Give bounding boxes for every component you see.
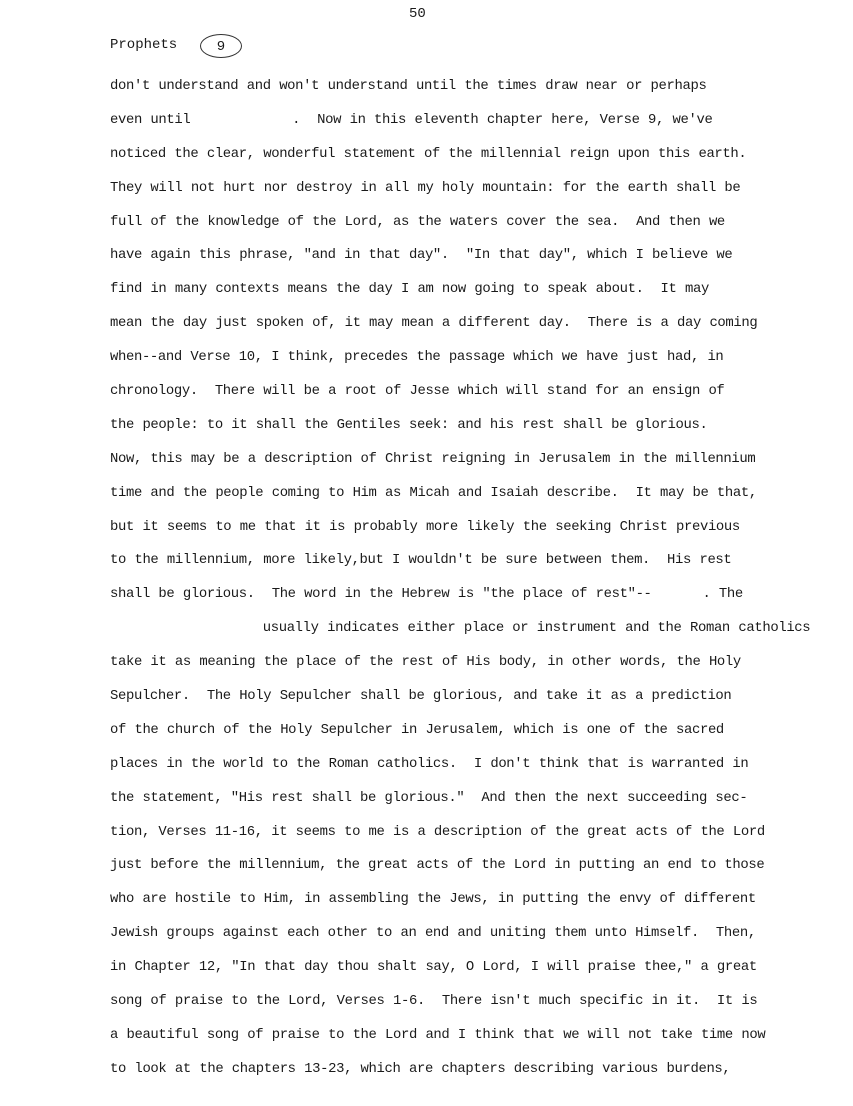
body-text bbox=[110, 70, 830, 1087]
text-line: take it as meaning the place of the rest of His body, in other words, the Holy bbox=[110, 654, 741, 671]
text-line: in Chapter 12, "In that day thou shalt say, O Lord, I will praise thee," a great bbox=[110, 959, 757, 976]
text-line: find in many contexts means the day I am now going to speak about. It may bbox=[110, 281, 709, 298]
text-line: song of praise to the Lord, Verses 1-6. There isn't much specific in it. It is bbox=[110, 993, 758, 1010]
text-line: have again this phrase, "and in that day". "In that day", which I believe we bbox=[110, 247, 733, 264]
text-line: tion, Verses 11-16, it seems to me is a description of the great acts of the Lord bbox=[110, 823, 765, 840]
text-line: Jewish groups against each other to an end and uniting them unto Himself. Then, bbox=[110, 925, 756, 942]
text-line: Sepulcher. The Holy Sepulcher shall be glorious, and take it as a prediction bbox=[110, 688, 732, 705]
text-line: places in the world to the Roman catholics. I don't think that is warranted in bbox=[110, 755, 749, 772]
text-line: who are hostile to Him, in assembling the Jews, in putting the envy of different bbox=[110, 891, 756, 908]
text-line: usually indicates either place or instrument and the Roman catholics bbox=[110, 620, 811, 637]
text-line: noticed the clear, wonderful statement of the millennial reign upon this earth. bbox=[110, 145, 747, 162]
text-line: the people: to it shall the Gentiles seek: and his rest shall be glorious. bbox=[110, 416, 708, 433]
page-number: 50 bbox=[409, 6, 426, 22]
circled-section-number: 9 bbox=[200, 34, 242, 58]
text-line: but it seems to me that it is probably more likely the seeking Christ previous bbox=[110, 518, 740, 535]
text-line: to look at the chapters 13-23, which are chapters describing various burdens, bbox=[110, 1060, 731, 1077]
text-line: to the millennium, more likely,but I wouldn't be sure between them. His rest bbox=[110, 552, 732, 569]
text-line: just before the millennium, the great acts of the Lord in putting an end to those bbox=[110, 857, 765, 874]
text-line: full of the knowledge of the Lord, as the waters cover the sea. And then we bbox=[110, 213, 725, 230]
text-line: of the church of the Holy Sepulcher in Jerusalem, which is one of the sacred bbox=[110, 721, 724, 738]
text-line: shall be glorious. The word in the Hebrew is "the place of rest"-- . The bbox=[110, 586, 743, 603]
text-line: when--and Verse 10, I think, precedes the passage which we have just had, in bbox=[110, 349, 724, 366]
text-line: Now, this may be a description of Christ reigning in Jerusalem in the millennium bbox=[110, 450, 756, 467]
text-line: a beautiful song of praise to the Lord and I think that we will not take time now bbox=[110, 1026, 766, 1043]
text-line: don't understand and won't understand until the times draw near or perhaps bbox=[110, 78, 707, 94]
text-line: the statement, "His rest shall be glorious." And then the next succeeding sec- bbox=[110, 789, 748, 806]
text-line: mean the day just spoken of, it may mean a different day. There is a day coming bbox=[110, 315, 758, 332]
text-line: They will not hurt nor destroy in all my holy mountain: for the earth shall be bbox=[110, 179, 741, 196]
header-label: Prophets bbox=[110, 37, 178, 53]
text-line: chronology. There will be a root of Jesse which will stand for an ensign of bbox=[110, 383, 725, 400]
text-line: even until . Now in this eleventh chapter here, Verse 9, we've bbox=[110, 111, 713, 128]
text-line: time and the people coming to Him as Micah and Isaiah describe. It may be that, bbox=[110, 484, 757, 501]
